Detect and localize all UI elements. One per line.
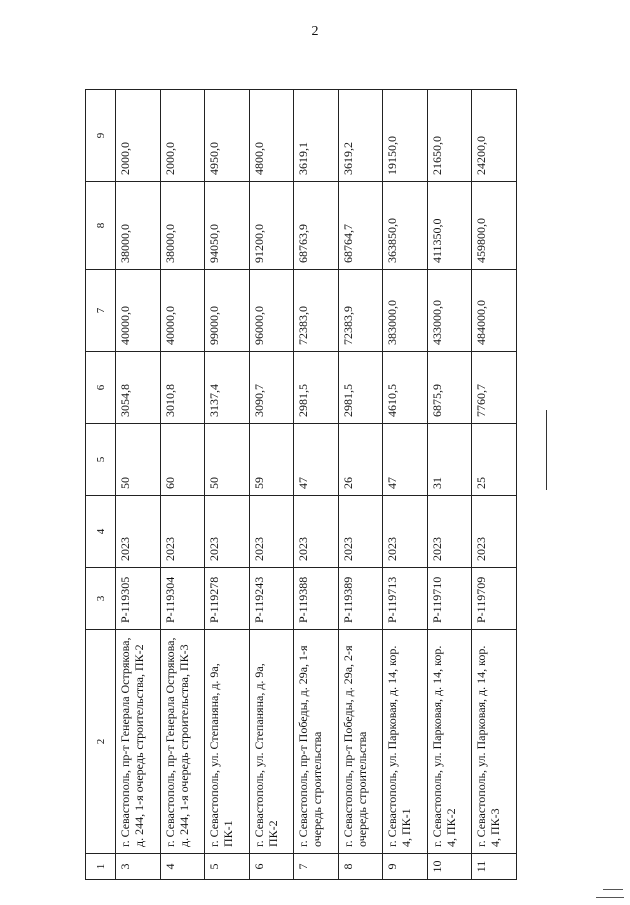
table-row	[205, 90, 250, 880]
row-number-cell: 9	[383, 854, 428, 880]
code-cell: Р-119388	[294, 568, 339, 630]
value-cell: 4800,0	[249, 90, 294, 182]
value-cell: 2000,0	[160, 90, 205, 182]
value-cell: 2981,5	[294, 352, 339, 424]
year-cell: 2023	[383, 496, 428, 568]
page-number: 2	[311, 24, 319, 39]
table-row	[294, 90, 339, 880]
address-cell: г. Севастополь, ул. Парковая, д. 14, кор. 4, ПК-2	[427, 630, 472, 854]
header-cell: 1	[86, 854, 116, 880]
value-cell: 4610,5	[383, 352, 428, 424]
header-cell: 9	[86, 90, 116, 182]
value-cell: 99000,0	[205, 270, 250, 352]
header-cell: 5	[86, 424, 116, 496]
data-table	[85, 89, 517, 880]
address-cell: г. Севастополь, ул. Степаняна, д. 9а, ПК-1	[205, 630, 250, 854]
value-cell: 383000,0	[383, 270, 428, 352]
value-cell: 60	[160, 424, 205, 496]
address-cell: г. Севастополь, ул. Парковая, д. 14, кор. 4, ПК-3	[472, 630, 517, 854]
table-row	[383, 90, 428, 880]
code-cell: Р-119713	[383, 568, 428, 630]
address-cell: г. Севастополь, пр-т Генерала Острякова, д. 244, 1-я очередь строительства, ПК-2	[116, 630, 161, 854]
value-cell: 484000,0	[472, 270, 517, 352]
address-cell: г. Севастополь, ул. Степаняна, д. 9а, ПК-2	[249, 630, 294, 854]
corner-scan-mark	[596, 897, 624, 898]
value-cell: 31	[427, 424, 472, 496]
value-cell: 47	[383, 424, 428, 496]
address-cell: г. Севастополь, пр-т Победы, д. 29а, 1-я очередь строительства	[294, 630, 339, 854]
value-cell: 40000,0	[116, 270, 161, 352]
row-number-cell: 8	[338, 854, 383, 880]
value-cell: 72383,9	[338, 270, 383, 352]
value-cell: 91200,0	[249, 182, 294, 270]
year-cell: 2023	[160, 496, 205, 568]
table-row	[116, 90, 161, 880]
value-cell: 3137,4	[205, 352, 250, 424]
row-number-cell: 6	[249, 854, 294, 880]
value-cell: 411350,0	[427, 182, 472, 270]
value-cell: 38000,0	[116, 182, 161, 270]
header-cell: 7	[86, 270, 116, 352]
value-cell: 3010,8	[160, 352, 205, 424]
value-cell: 26	[338, 424, 383, 496]
row-number-cell: 10	[427, 854, 472, 880]
year-cell: 2023	[472, 496, 517, 568]
code-cell: Р-119304	[160, 568, 205, 630]
year-cell: 2023	[294, 496, 339, 568]
address-cell: г. Севастополь, пр-т Победы, д. 29а, 2-я очередь строительства	[338, 630, 383, 854]
value-cell: 4950,0	[205, 90, 250, 182]
code-cell: Р-119709	[472, 568, 517, 630]
value-cell: 72383,0	[294, 270, 339, 352]
value-cell: 24200,0	[472, 90, 517, 182]
value-cell: 2000,0	[116, 90, 161, 182]
year-cell: 2023	[427, 496, 472, 568]
value-cell: 94050,0	[205, 182, 250, 270]
code-cell: Р-119243	[249, 568, 294, 630]
value-cell: 50	[205, 424, 250, 496]
row-number-cell: 5	[205, 854, 250, 880]
value-cell: 68763,9	[294, 182, 339, 270]
value-cell: 38000,0	[160, 182, 205, 270]
table-row	[427, 90, 472, 880]
row-number-cell: 4	[160, 854, 205, 880]
row-number-cell: 3	[116, 854, 161, 880]
value-cell: 3619,1	[294, 90, 339, 182]
value-cell: 68764,7	[338, 182, 383, 270]
corner-scan-mark	[603, 889, 623, 890]
year-cell: 2023	[205, 496, 250, 568]
address-cell: г. Севастополь, пр-т Генерала Острякова, д. 244, 1-я очередь строительства, ПК-3	[160, 630, 205, 854]
value-cell: 2981,5	[338, 352, 383, 424]
value-cell: 47	[294, 424, 339, 496]
value-cell: 19150,0	[383, 90, 428, 182]
table-row	[160, 90, 205, 880]
value-cell: 21650,0	[427, 90, 472, 182]
address-cell: г. Севастополь, ул. Парковая, д. 14, кор. 4, ПК-1	[383, 630, 428, 854]
header-cell: 3	[86, 568, 116, 630]
table-row	[338, 90, 383, 880]
value-cell: 25	[472, 424, 517, 496]
value-cell: 363850,0	[383, 182, 428, 270]
table-header-row	[86, 90, 116, 880]
header-cell: 4	[86, 496, 116, 568]
row-number-cell: 7	[294, 854, 339, 880]
value-cell: 96000,0	[249, 270, 294, 352]
value-cell: 459800,0	[472, 182, 517, 270]
header-cell: 2	[86, 630, 116, 854]
value-cell: 3090,7	[249, 352, 294, 424]
code-cell: Р-119278	[205, 568, 250, 630]
value-cell: 3619,2	[338, 90, 383, 182]
value-cell: 40000,0	[160, 270, 205, 352]
value-cell: 6875,9	[427, 352, 472, 424]
row-number-cell: 11	[472, 854, 517, 880]
header-cell: 6	[86, 352, 116, 424]
value-cell: 59	[249, 424, 294, 496]
margin-rule-line	[546, 410, 547, 490]
code-cell: Р-119305	[116, 568, 161, 630]
year-cell: 2023	[338, 496, 383, 568]
table-row	[249, 90, 294, 880]
code-cell: Р-119710	[427, 568, 472, 630]
value-cell: 7760,7	[472, 352, 517, 424]
value-cell: 50	[116, 424, 161, 496]
header-cell: 8	[86, 182, 116, 270]
code-cell: Р-119389	[338, 568, 383, 630]
table-row	[472, 90, 517, 880]
year-cell: 2023	[249, 496, 294, 568]
year-cell: 2023	[116, 496, 161, 568]
value-cell: 3054,8	[116, 352, 161, 424]
value-cell: 433000,0	[427, 270, 472, 352]
rotated-table-container	[85, 90, 517, 880]
